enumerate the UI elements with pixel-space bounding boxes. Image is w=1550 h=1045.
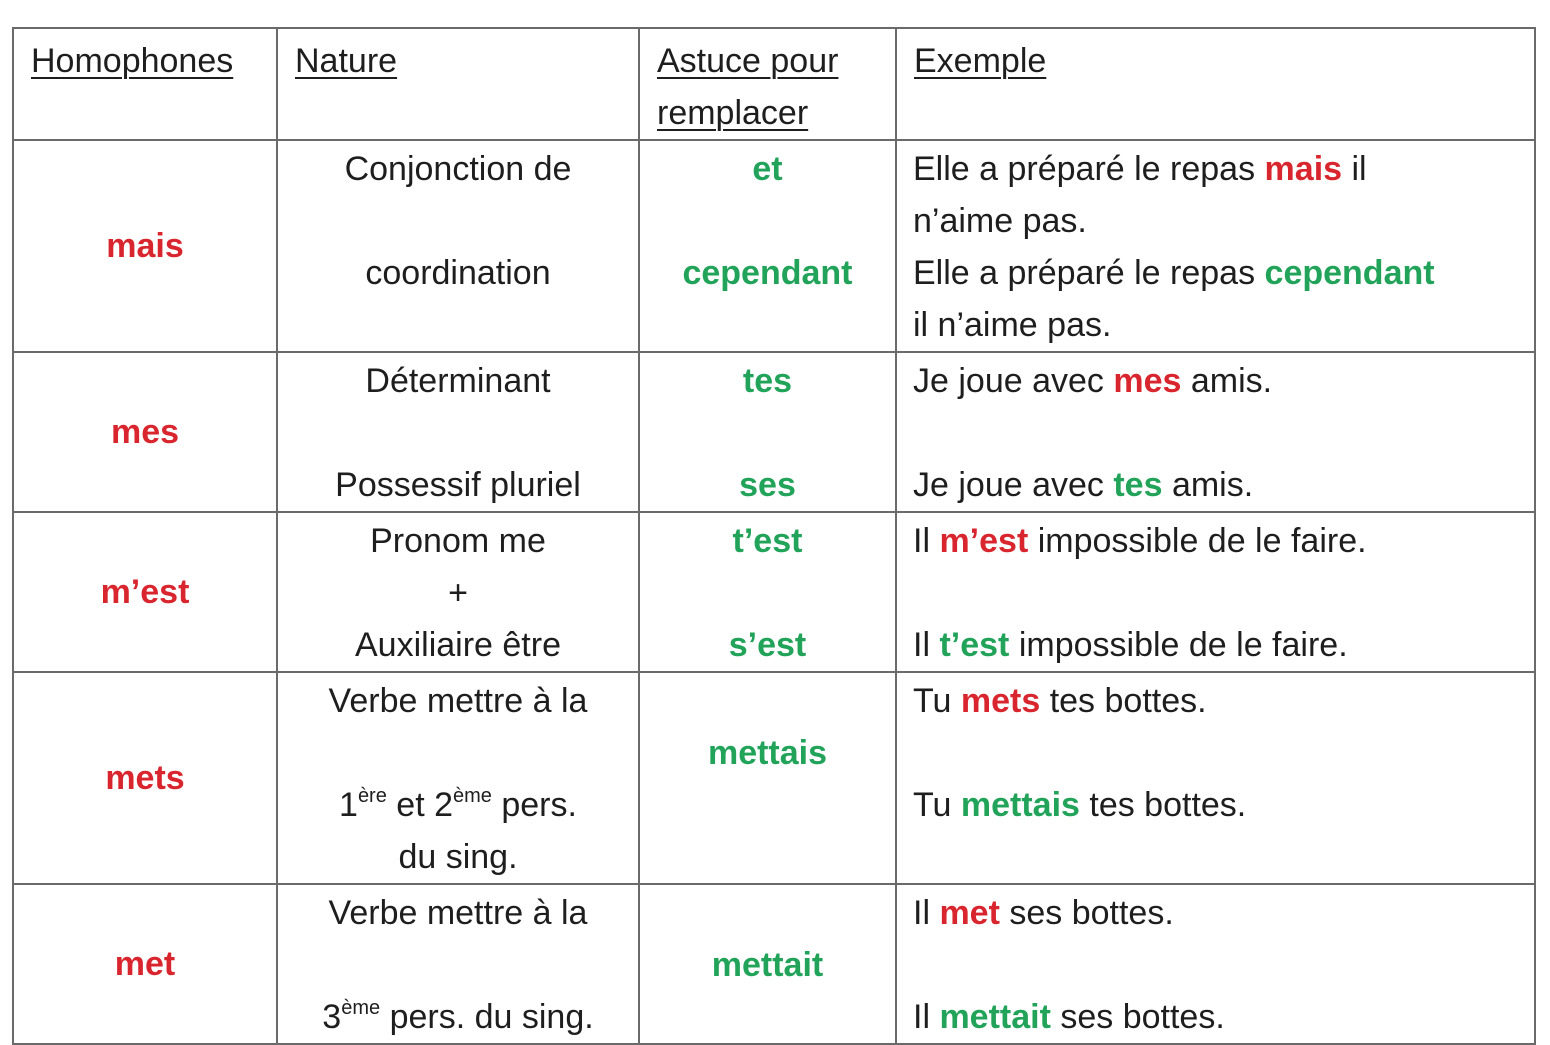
header-row (13, 28, 1535, 140)
tip-word: et (752, 150, 783, 188)
homophone-cell (13, 352, 277, 512)
nature-line: Verbe mettre à la (328, 894, 588, 932)
example-cell (896, 512, 1535, 672)
example-sentence: Elle a préparé le repas cependant (913, 254, 1435, 292)
nature-cell (277, 512, 639, 672)
header-astuce-line2: remplacer (657, 94, 809, 132)
nature-cell (277, 672, 639, 884)
homophones-table (12, 27, 1536, 1045)
nature-line: du sing. (398, 838, 518, 876)
header-nature-label: Nature (295, 42, 398, 80)
tip-word: cependant (682, 254, 853, 292)
tip-word: mettais (707, 734, 828, 772)
example-sentence: Elle a préparé le repas mais il (913, 150, 1367, 188)
nature-cell (277, 352, 639, 512)
nature-line: Auxiliaire être (355, 626, 561, 664)
nature-line: + (448, 574, 468, 612)
header-astuce-line1: Astuce pour (657, 42, 839, 80)
tip-word: mettait (711, 946, 824, 984)
example-sentence-cont: il n’aime pas. (913, 306, 1112, 344)
nature-line: 3ème pers. du sing. (322, 996, 594, 1036)
tip-word: s’est (728, 626, 807, 664)
tip-word: tes (742, 362, 793, 400)
tip-cell (639, 140, 896, 352)
homophone-cell (13, 512, 277, 672)
example-sentence: Tu mettais tes bottes. (913, 786, 1247, 824)
nature-line: 1ère et 2ème pers. (339, 784, 577, 824)
example-sentence: Je joue avec mes amis. (913, 362, 1273, 400)
nature-cell (277, 140, 639, 352)
header-homophones-label: Homophones (31, 42, 234, 80)
homophone-word: mets (105, 759, 185, 797)
tip-cell (639, 672, 896, 884)
homophone-word: mais (106, 227, 184, 265)
nature-line: Conjonction de (344, 150, 572, 188)
homophone-cell (13, 884, 277, 1044)
nature-line: Déterminant (365, 362, 551, 400)
example-sentence: Il t’est impossible de le faire. (913, 626, 1348, 664)
table-row-mais (13, 140, 1535, 352)
example-sentence: Je joue avec tes amis. (913, 466, 1254, 504)
table-row-mest (13, 512, 1535, 672)
example-cell (896, 884, 1535, 1044)
homophone-word: m’est (100, 573, 190, 611)
table-row-mets (13, 672, 1535, 884)
tip-word: ses (739, 466, 796, 504)
header-exemple-label: Exemple (914, 42, 1047, 80)
example-sentence: Il met ses bottes. (913, 894, 1174, 932)
nature-line: Verbe mettre à la (328, 682, 588, 720)
tip-cell (639, 512, 896, 672)
nature-line: Possessif pluriel (335, 466, 581, 504)
nature-line: coordination (365, 254, 551, 292)
example-cell (896, 352, 1535, 512)
homophone-cell (13, 672, 277, 884)
nature-cell (277, 884, 639, 1044)
tip-cell (639, 884, 896, 1044)
example-sentence: Il m’est impossible de le faire. (913, 522, 1367, 560)
homophone-word: mes (110, 413, 180, 451)
header-nature (277, 28, 639, 140)
table-row-mes (13, 352, 1535, 512)
example-sentence: Il mettait ses bottes. (913, 998, 1225, 1036)
example-sentence: Tu mets tes bottes. (913, 682, 1207, 720)
example-cell (896, 140, 1535, 352)
example-cell (896, 672, 1535, 884)
table-row-met (13, 884, 1535, 1044)
homophone-word: met (114, 945, 176, 983)
header-homophones (13, 28, 277, 140)
example-sentence-cont: n’aime pas. (913, 202, 1087, 240)
header-exemple (896, 28, 1535, 140)
header-astuce (639, 28, 896, 140)
homophone-cell (13, 140, 277, 352)
tip-cell (639, 352, 896, 512)
tip-word: t’est (732, 522, 803, 560)
nature-line: Pronom me (370, 522, 546, 560)
